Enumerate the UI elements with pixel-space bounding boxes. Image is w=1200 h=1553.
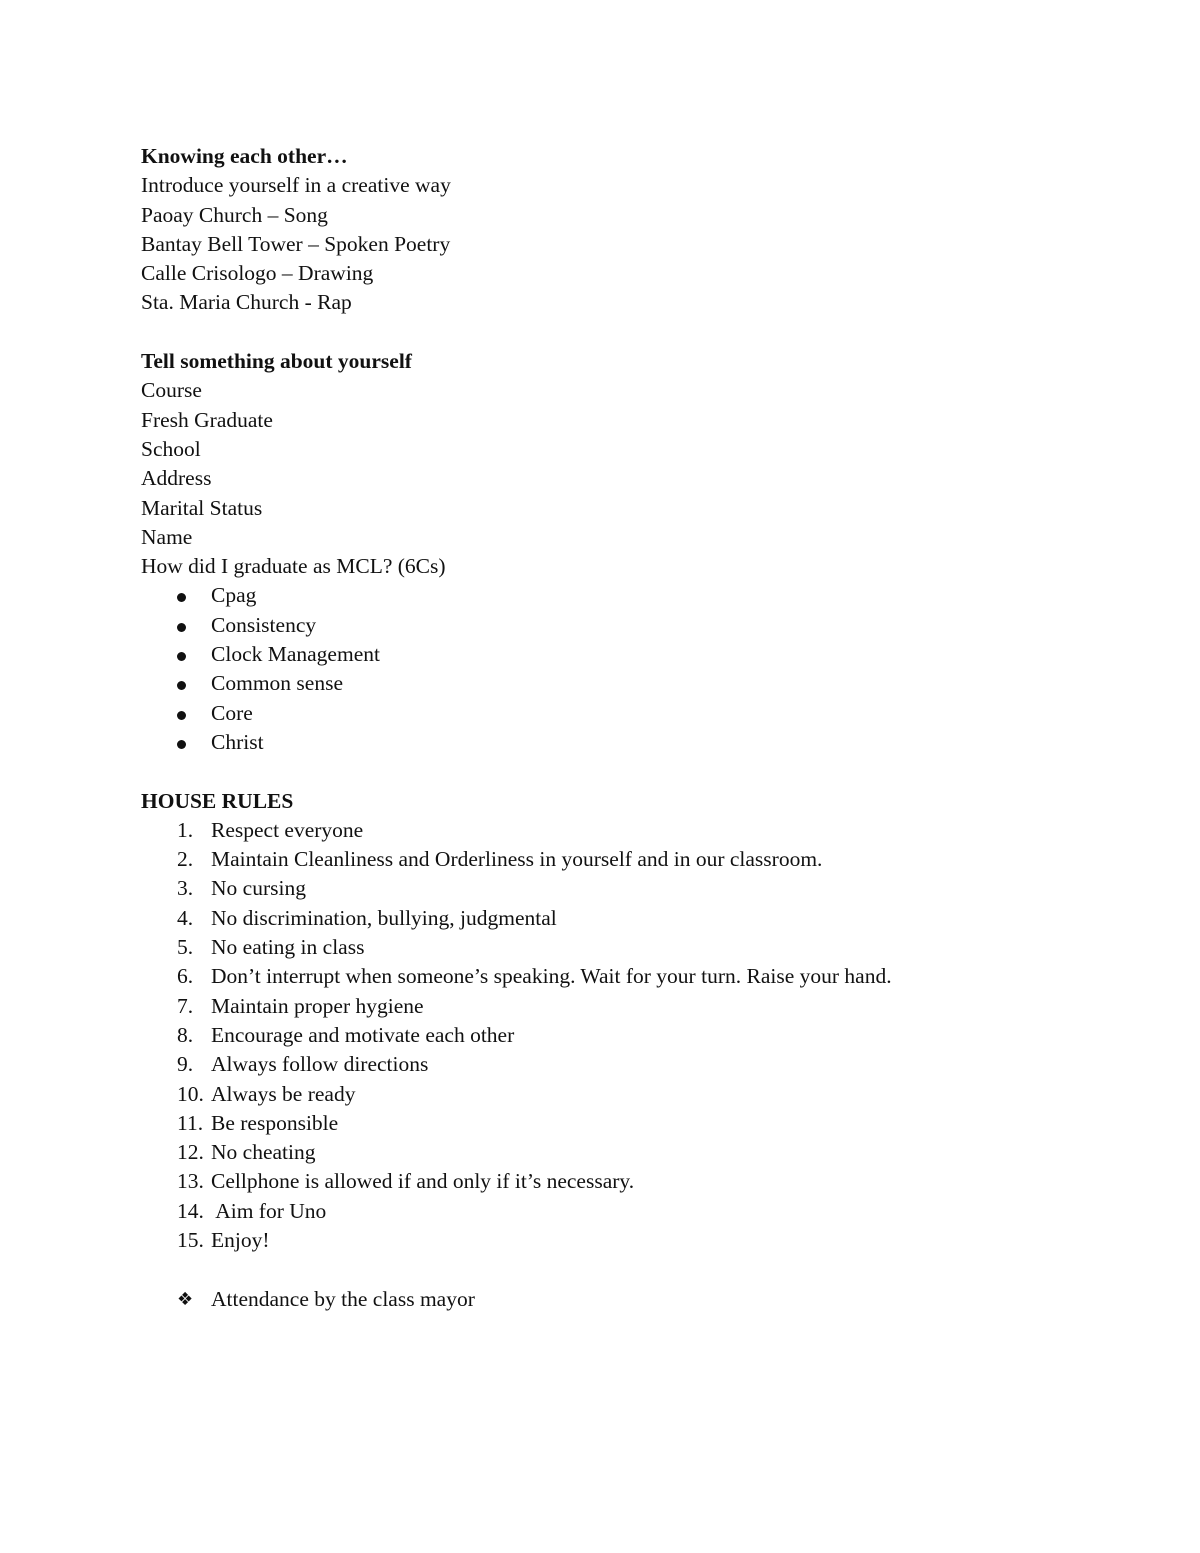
blank-line xyxy=(141,757,1081,786)
list-item: Cpag xyxy=(141,581,1081,610)
intro-line: Sta. Maria Church - Rap xyxy=(141,290,352,315)
list-item: Christ xyxy=(141,728,1081,757)
about-line: How did I graduate as MCL? (6Cs) xyxy=(141,554,446,579)
intro-line: Calle Crisologo – Drawing xyxy=(141,261,374,286)
rule-item: 15. Enjoy! xyxy=(177,1227,270,1252)
bullet-icon xyxy=(177,740,186,749)
about-line: Course xyxy=(141,378,202,403)
rule-item: 4. No discrimination, bullying, judgmental xyxy=(177,905,557,930)
diamond-bullet-icon: ❖ xyxy=(177,1288,194,1310)
bullet-icon xyxy=(177,681,186,690)
rule-item: 6. Don’t interrupt when someone’s speaking. Wait for your turn. Raise your hand. xyxy=(177,964,892,989)
bullet-icon xyxy=(177,711,186,720)
rule-item: 11. Be responsible xyxy=(177,1110,339,1135)
rule-item: 7. Maintain proper hygiene xyxy=(177,993,424,1018)
rule-item: 12. No cheating xyxy=(177,1140,316,1165)
rule-item: 8. Encourage and motivate each other xyxy=(177,1022,515,1047)
intro-line: Paoay Church – Song xyxy=(141,202,328,227)
bullet-icon xyxy=(177,623,186,632)
about-line: School xyxy=(141,436,201,461)
rule-item: 3. No cursing xyxy=(177,876,306,901)
house-rules-list xyxy=(141,816,1081,1255)
six-cs-list xyxy=(141,581,1081,757)
list-item: Common sense xyxy=(141,669,1081,698)
document-page xyxy=(141,142,1081,1314)
section-heading-tell: Tell something about yourself xyxy=(141,349,412,374)
blank-line xyxy=(141,1255,1081,1284)
rule-item: 1. Respect everyone xyxy=(177,817,364,842)
rule-item: 2. Maintain Cleanliness and Orderliness in yourself and in our classroom. xyxy=(177,847,823,872)
about-line: Marital Status xyxy=(141,495,263,520)
list-item: Core xyxy=(141,699,1081,728)
intro-line: Bantay Bell Tower – Spoken Poetry xyxy=(141,231,451,256)
rule-item: 14. Aim for Uno xyxy=(177,1198,327,1223)
blank-line xyxy=(141,318,1081,347)
section-heading-knowing: Knowing each other… xyxy=(141,144,348,168)
intro-line: Introduce yourself in a creative way xyxy=(141,173,451,198)
about-line: Address xyxy=(141,466,212,491)
bullet-icon xyxy=(177,593,186,602)
bullet-icon xyxy=(177,652,186,661)
list-item: Consistency xyxy=(141,611,1081,640)
rule-item: 5. No eating in class xyxy=(177,935,365,960)
note-item: ❖ Attendance by the class mayor xyxy=(141,1285,1081,1314)
list-item: Clock Management xyxy=(141,640,1081,669)
rule-item: 10. Always be ready xyxy=(177,1081,356,1106)
section-heading-house-rules: HOUSE RULES xyxy=(141,788,294,813)
about-line: Fresh Graduate xyxy=(141,407,273,432)
rule-item: 9. Always follow directions xyxy=(177,1052,429,1077)
about-line: Name xyxy=(141,524,193,549)
note-list xyxy=(141,1285,1081,1314)
rule-item: 13. Cellphone is allowed if and only if it’s necessary. xyxy=(177,1169,635,1194)
